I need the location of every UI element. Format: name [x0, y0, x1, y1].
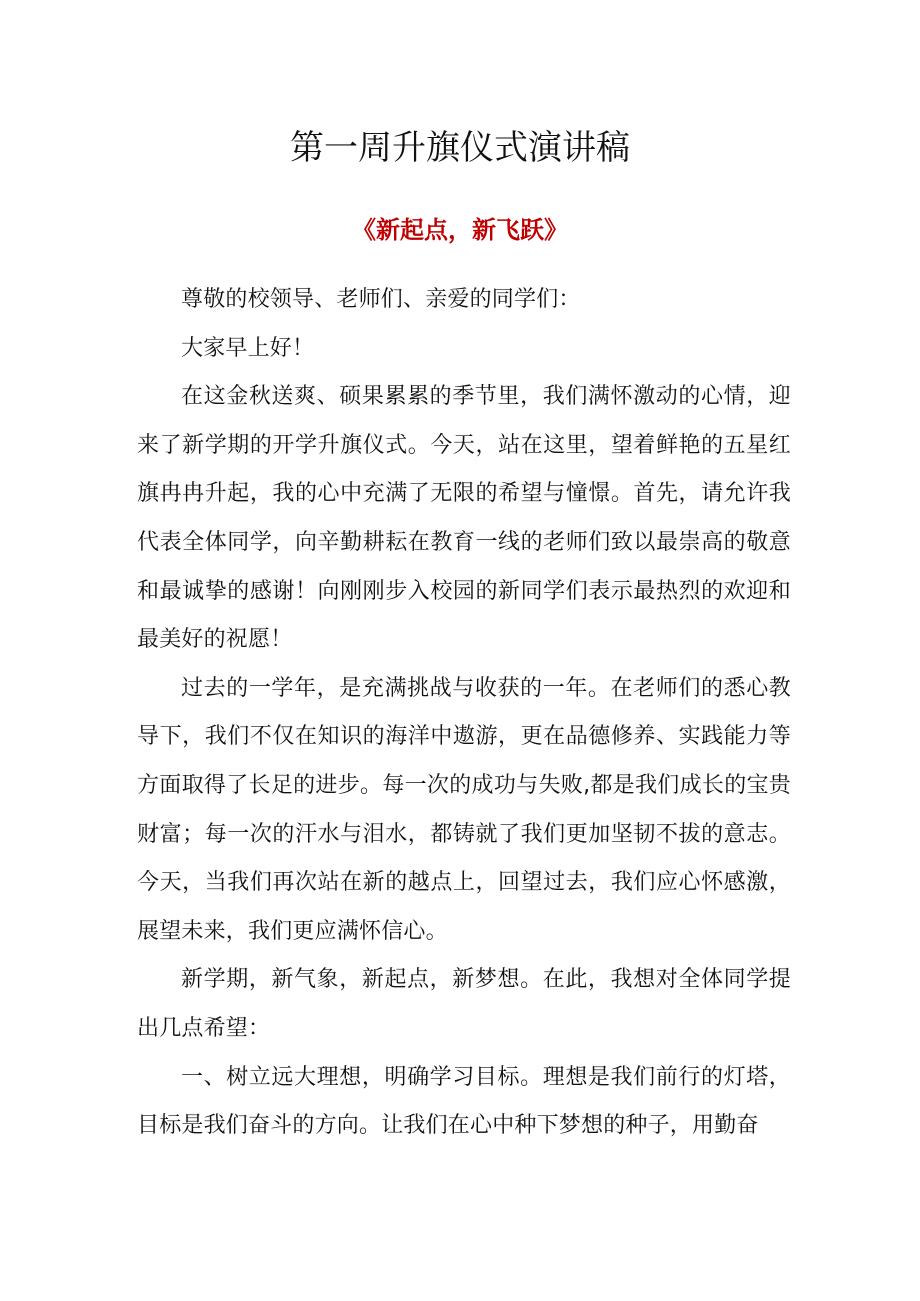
body-paragraph: 一、树立远大理想，明确学习目标。理想是我们前行的灯塔，目标是我们奋斗的方向。让我们在心中种下梦想的种子，用勤奋	[137, 1064, 791, 1139]
body-paragraph: 过去的一学年，是充满挑战与收获的一年。在老师们的悉心教导下，我们不仅在知识的海洋中遨游，更在品德修养、实践能力等方面取得了长足的进步。每一次的成功与失败,都是我们成长的宝贵财富；每一次的汗水与泪水，都铸就了我们更加坚韧不拔的意志。今天，当我们再次站在新的越点上，回望过去，我们应心怀感激，展望未来，我们更应满怀信心。	[137, 675, 791, 944]
speech-subtitle: 《新起点，新飞跃》	[352, 216, 568, 244]
body-paragraph: 新学期，新气象，新起点，新梦想。在此，我想对全体同学提出几点希望：	[137, 967, 791, 1041]
greeting-paragraph: 大家早上好！	[181, 335, 315, 361]
speech-body	[137, 276, 791, 1151]
page-title: 第一周升旗仪式演讲稿	[290, 128, 630, 168]
body-paragraph: 在这金秋送爽、硕果累累的季节里，我们满怀激动的心情，迎来了新学期的开学升旗仪式。今天，站在这里，望着鲜艳的五星红旗冉冉升起，我的心中充满了无限的希望与憧憬。首先，请允许我代表全体同学，向辛勤耕耘在教育一线的老师们致以最崇高的敬意和最诚挚的感谢！向刚刚步入校园的新同学们表示最热烈的欢迎和最美好的祝愿！	[137, 384, 791, 653]
greeting-paragraph: 尊敬的校领导、老师们、亲爱的同学们：	[181, 287, 581, 312]
